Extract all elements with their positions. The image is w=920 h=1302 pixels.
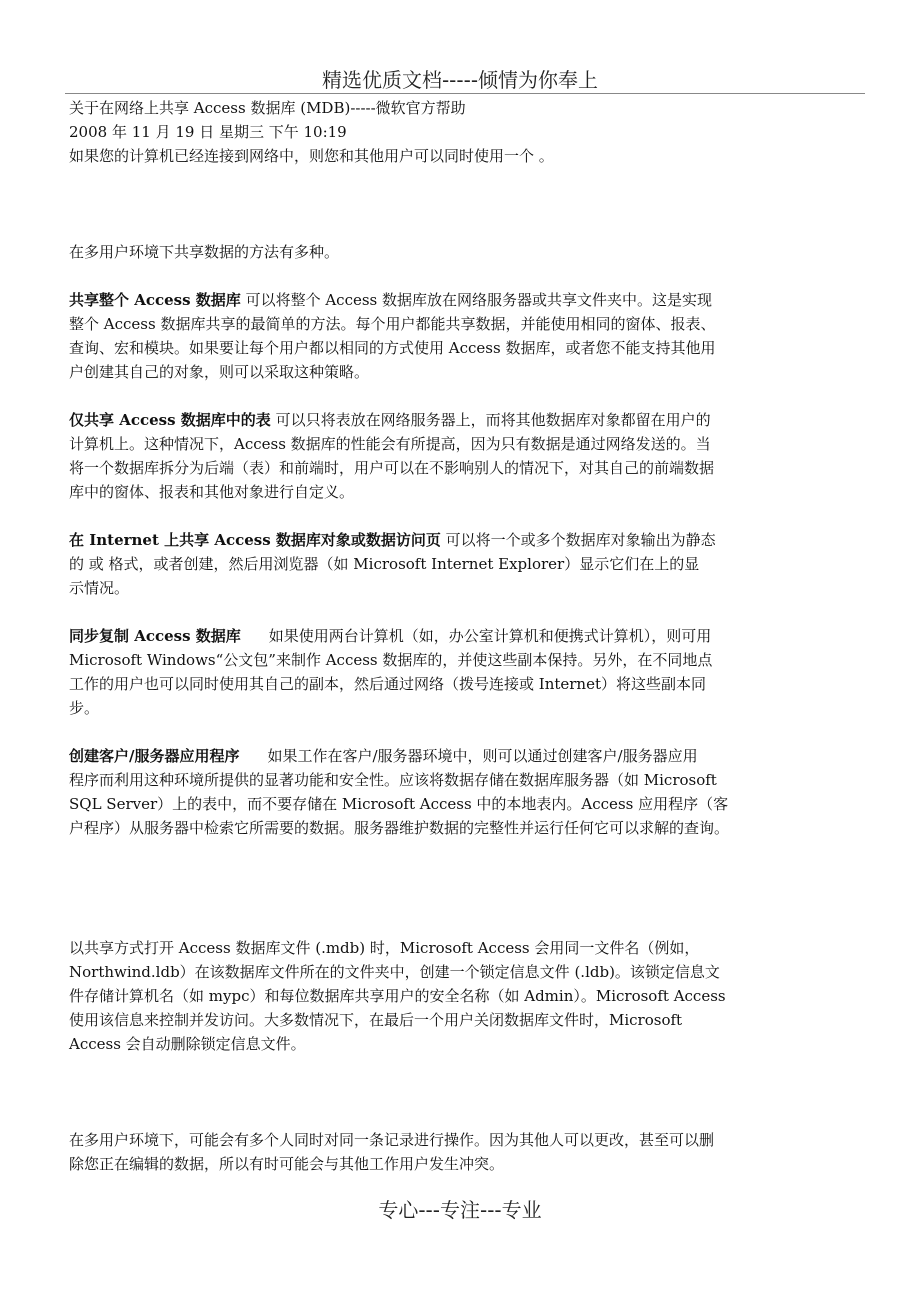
section-client-server-app: [69, 744, 869, 840]
section-heading: 同步复制 Access 数据库: [69, 627, 241, 645]
intro-paragraph: 如果您的计算机已经连接到网络中，则您和其他用户可以同时使用一个 。: [69, 147, 554, 165]
section-replicate-database: [69, 624, 869, 720]
section-share-tables-only: [69, 408, 869, 504]
page-header-title: 精选优质文档-----倾情为你奉上: [321, 68, 599, 92]
article-title: 关于在网络上共享 Access 数据库 (MDB)-----微软官方帮助: [69, 99, 466, 117]
section-text: 的 或 格式，或者创建，然后用浏览器（如 Microsoft Internet Explorer）显示它们在上的显: [69, 555, 700, 573]
article-date: 2008 年 11 月 19 日 星期三 下午 10:19: [69, 123, 347, 141]
paragraph-line: 使用该信息来控制并发访问。大多数情况下，在最后一个用户关闭数据库文件时，Microsoft: [69, 1011, 683, 1029]
section-text: 工作的用户也可以同时使用其自己的副本，然后通过网络（拨号连接或 Internet）将这些副本同: [69, 675, 706, 693]
methods-intro: 在多用户环境下共享数据的方法有多种。: [69, 243, 340, 261]
section-text: 步。: [69, 699, 100, 717]
section-heading: 创建客户/服务器应用程序: [69, 747, 240, 765]
document-body: [69, 96, 869, 1176]
section-share-on-internet: [69, 528, 869, 600]
page-footer: 专心---专注---专业: [378, 1198, 542, 1222]
section-text: 可以只将表放在网络服务器上，而将其他数据库对象都留在用户的: [270, 411, 711, 429]
header-divider: [65, 93, 865, 94]
section-text: 计算机上。这种情况下，Access 数据库的性能会有所提高，因为只有数据是通过网络发送的。当: [69, 435, 711, 453]
paragraph-line: 以共享方式打开 Access 数据库文件 (.mdb) 时，Microsoft Access 会用同一文件名（例如，: [69, 939, 700, 957]
paragraph-line: Northwind.ldb）在该数据库文件所在的文件夹中，创建一个锁定信息文件 (.ldb)。该锁定信息文: [69, 963, 720, 981]
section-text: Microsoft Windows“公文包”来制作 Access 数据库的，并使这些副本保持。另外，在不同地点: [69, 651, 713, 669]
section-text: 户创建其自己的对象，则可以采取这种策略。: [69, 363, 370, 381]
paragraph-line: 在多用户环境下，可能会有多个人同时对同一条记录进行操作。因为其他人可以更改，甚至可以删: [69, 1131, 715, 1149]
section-text: 将一个数据库拆分为后端（表）和前端时，用户可以在不影响别人的情况下，对其自己的前端数据: [69, 459, 715, 477]
paragraph-line: Access 会自动删除锁定信息文件。: [69, 1035, 306, 1053]
section-text: 示情况。: [69, 579, 130, 597]
section-text: 如果使用两台计算机（如，办公室计算机和便携式计算机），则可用: [268, 627, 712, 645]
section-text: 整个 Access 数据库共享的最简单的方法。每个用户都能共享数据，并能使用相同的窗体、报表、: [69, 315, 716, 333]
section-text: 户程序）从服务器中检索它所需要的数据。服务器维护数据的完整性并运行任何它可以求解的查询。: [69, 819, 730, 837]
section-heading: 共享整个 Access 数据库: [69, 291, 241, 309]
section-text: 库中的窗体、报表和其他对象进行自定义。: [69, 483, 355, 501]
section-text: 可以将一个或多个数据库对象输出为静态: [440, 531, 716, 549]
section-text: 程序而利用这种环境所提供的显著功能和安全性。应该将数据存储在数据库服务器（如 Microsoft: [69, 771, 717, 789]
locking-info-paragraph: [69, 936, 869, 1056]
section-share-whole-database: [69, 288, 869, 384]
paragraph-line: 件存储计算机名（如 mypc）和每位数据库共享用户的安全名称（如 Admin）。Microsoft Access: [69, 987, 726, 1005]
section-text: 查询、宏和模块。如果要让每个用户都以相同的方式使用 Access 数据库，或者您不能支持其他用: [69, 339, 716, 357]
section-text: SQL Server）上的表中，而不要存储在 Microsoft Access 中的本地表内。Access 应用程序（客: [69, 795, 729, 813]
section-text: 如果工作在客户/服务器环境中，则可以通过创建客户/服务器应用: [267, 747, 698, 765]
section-heading: 在 Internet 上共享 Access 数据库对象或数据访问页: [69, 531, 441, 549]
paragraph-line: 除您正在编辑的数据，所以有时可能会与其他工作用户发生冲突。: [69, 1155, 505, 1173]
section-text: 可以将整个 Access 数据库放在网络服务器或共享文件夹中。这是实现: [240, 291, 713, 309]
conflict-paragraph: [69, 1128, 869, 1176]
section-heading: 仅共享 Access 数据库中的表: [69, 411, 271, 429]
